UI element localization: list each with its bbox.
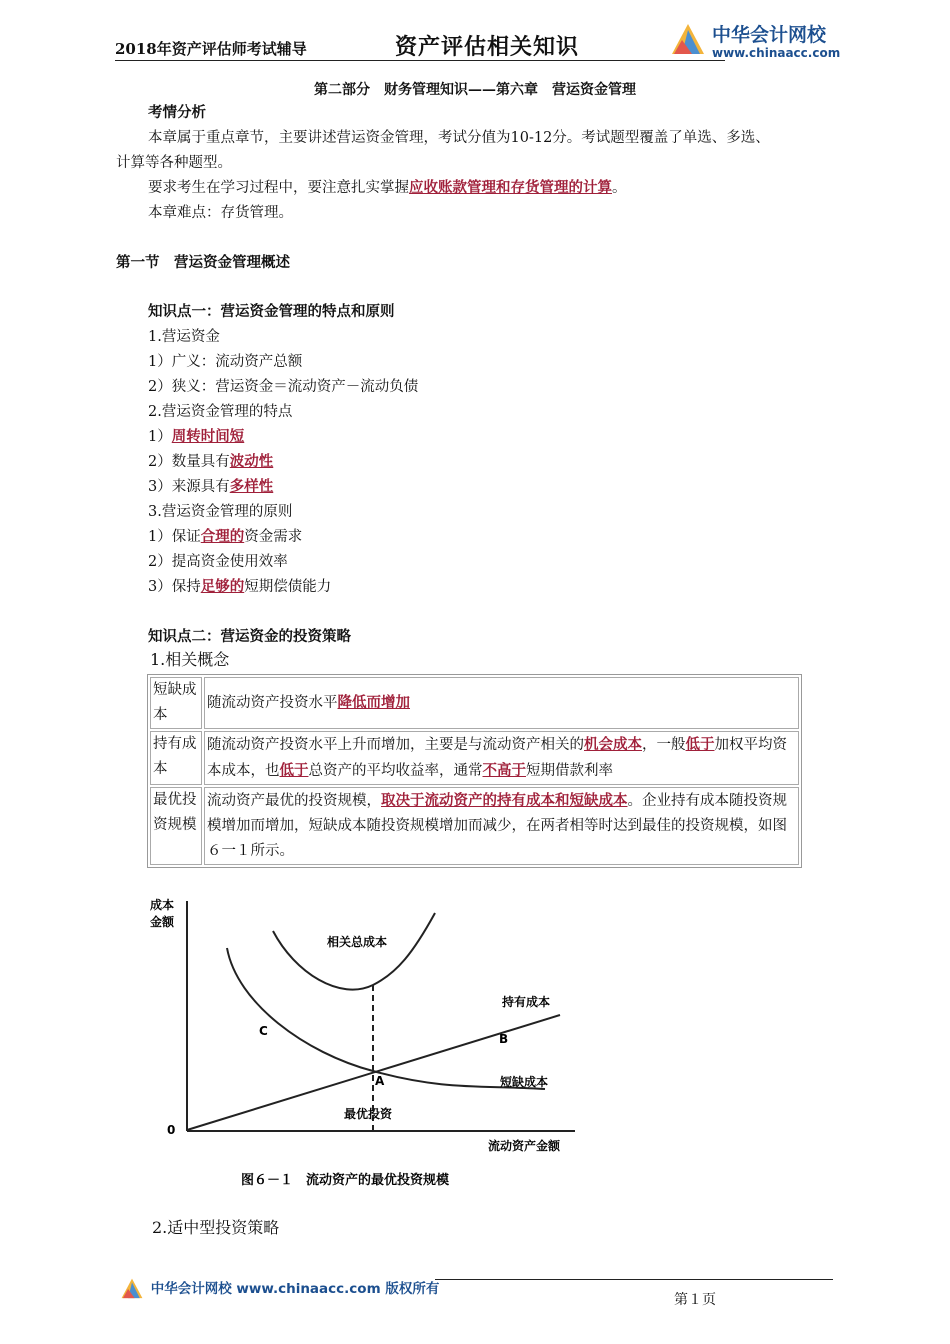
intro-p2-post: 。	[612, 180, 627, 196]
intro-p2-highlight: 应收账款管理和存货管理的计算	[409, 179, 612, 196]
header-subject-title: 资产评估相关知识	[395, 34, 580, 60]
cell-highlight: 低于	[685, 736, 715, 753]
table-row	[150, 787, 799, 865]
kp1-line-pre: 3）来源具有	[148, 479, 230, 495]
intro-paragraph-2	[148, 176, 627, 200]
footer-brand[interactable]	[118, 1276, 439, 1302]
kp1-line: 2.营运资金管理的特点	[148, 404, 293, 420]
kp1-line-highlight: 足够的	[200, 578, 245, 595]
kp1-line-pre: 3）保持	[148, 579, 201, 595]
kp1-line-highlight: 多样性	[229, 478, 274, 495]
point-c-label: C	[259, 1024, 268, 1038]
kp1-line: 2）狭义：营运资金＝流动资产－流动负债	[148, 379, 419, 395]
point-b-label: B	[499, 1032, 509, 1046]
section-heading: 第一节 营运资金管理概述	[116, 254, 290, 271]
total-cost-label: 相关总成本	[327, 935, 388, 949]
kp1-line-highlight: 合理的	[200, 528, 245, 545]
optimal-investment-figure	[145, 893, 585, 1193]
holding-cost-label: 持有成本	[502, 995, 551, 1009]
kp1-line-pre: 1）保证	[148, 529, 201, 545]
kp1-line-pre: 1）	[148, 429, 172, 445]
table-key-cell: 持有成本	[150, 731, 202, 785]
cell-text: 总资产的平均收益率，通常	[308, 763, 483, 779]
cell-text: 短期借款利率	[526, 763, 613, 779]
kp1-line: 1.营运资金	[148, 329, 220, 345]
y-axis-label-1: 成本	[150, 898, 175, 912]
footer-logo-icon	[118, 1276, 146, 1302]
kp1-line: 1）广义：流动资产总额	[148, 354, 303, 370]
kp1-line-post: 短期偿债能力	[244, 579, 332, 595]
x-axis-label: 流动资产金额	[488, 1139, 561, 1153]
page-number: 第１页	[674, 1292, 716, 1308]
shortage-cost-label: 短缺成本	[500, 1075, 549, 1089]
origin-label: 0	[167, 1123, 176, 1137]
kp1-line	[148, 575, 331, 599]
logo-name: 中华会计网校	[712, 24, 827, 46]
table-row	[150, 731, 799, 785]
intro-paragraph-1-cont: 计算等各种题型。	[116, 155, 232, 171]
footer-copyright: 中华会计网校 www.chinaacc.com 版权所有	[150, 1281, 440, 1297]
table-value-cell	[204, 677, 799, 729]
footer-rule	[435, 1279, 833, 1280]
logo-triangle-icon	[668, 20, 708, 60]
brand-logo[interactable]	[668, 20, 848, 64]
kp1-line-highlight: 波动性	[229, 453, 274, 470]
kp1-line	[148, 450, 273, 474]
cell-highlight: 不高于	[482, 762, 526, 779]
header-course-label: 2018年资产评估师考试辅导	[115, 40, 307, 58]
kp1-line-highlight: 周转时间短	[171, 428, 245, 445]
kp2-subheading-2: 2.适中型投资策略	[152, 1218, 280, 1237]
optimal-investment-label: 最优投资	[344, 1107, 393, 1121]
cell-highlight: 机会成本	[584, 736, 642, 753]
intro-heading: 考情分析	[148, 104, 206, 121]
cell-text: 随流动资产投资水平	[207, 695, 338, 711]
kp1-line	[148, 425, 244, 449]
cell-text: 流动资产最优的投资规模，	[207, 793, 381, 809]
intro-paragraph-3: 本章难点：存货管理。	[148, 205, 293, 221]
figure-caption: 图６－１ 流动资产的最优投资规模	[241, 1173, 450, 1188]
table-value-cell	[204, 787, 799, 865]
y-axis-label-2: 金额	[150, 915, 175, 929]
table-key-cell: 最优投资规模	[150, 787, 202, 865]
kp1-line-pre: 2）数量具有	[148, 454, 230, 470]
kp2-heading: 知识点二：营运资金的投资策略	[148, 628, 351, 645]
kp1-line: 3.营运资金管理的原则	[148, 504, 293, 520]
kp1-line: 2）提高资金使用效率	[148, 554, 288, 570]
intro-paragraph-1: 本章属于重点章节，主要讲述营运资金管理，考试分值为10-12分。考试题型覆盖了单选、多选、	[148, 130, 770, 146]
cell-text: ，一般	[642, 737, 686, 753]
cell-text: 。企业持有成本随投资规模增加而增加，短缺成本随投资规模增加而减少，在两者相等时达到最佳的投资规模，如图６一１所示。	[207, 793, 787, 859]
kp1-line	[148, 475, 273, 499]
page-title: 第二部分 财务管理知识——第六章 营运资金管理	[314, 82, 636, 98]
cell-highlight: 低于	[279, 762, 309, 779]
table-row	[150, 677, 799, 729]
intro-p2-pre: 要求考生在学习过程中，要注意扎实掌握	[148, 180, 409, 196]
cell-highlight: 降低而增加	[337, 694, 410, 711]
total-cost-curve	[273, 913, 435, 990]
kp1-line-post: 资金需求	[244, 529, 303, 545]
kp1-heading: 知识点一：营运资金管理的特点和原则	[148, 303, 395, 320]
cell-text: 加权平均资本成本，也	[207, 737, 787, 779]
concepts-table	[147, 674, 802, 868]
table-key-cell: 短缺成本	[150, 677, 202, 729]
logo-url: www.chinaacc.com	[712, 46, 841, 60]
table-value-cell	[204, 731, 799, 785]
kp2-subheading-1: 1.相关概念	[150, 650, 230, 669]
point-a-label: A	[375, 1074, 385, 1088]
cell-highlight: 取决于流动资产的持有成本和短缺成本	[381, 792, 628, 809]
cell-text: 随流动资产投资水平上升而增加，主要是与流动资产相关的	[207, 737, 584, 753]
kp1-line	[148, 525, 302, 549]
header-rule	[115, 60, 725, 61]
